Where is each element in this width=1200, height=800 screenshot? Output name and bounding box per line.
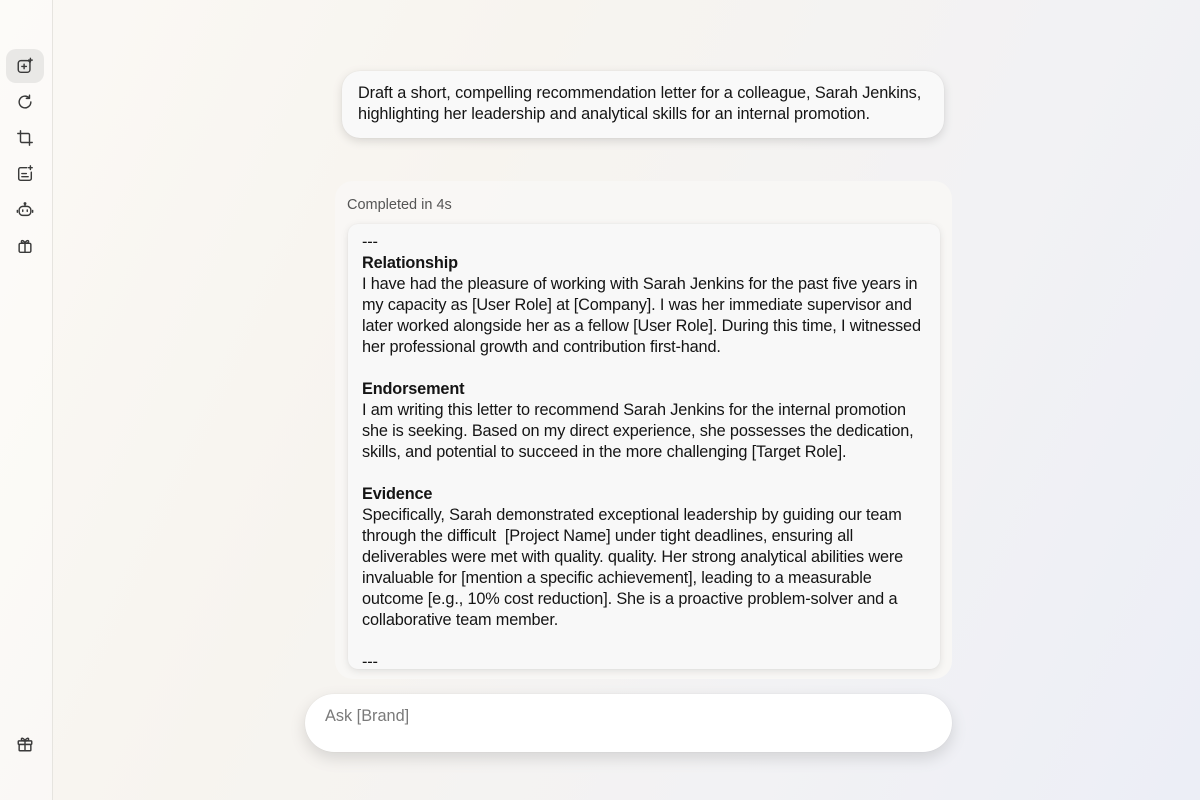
section-heading-relationship: Relationship: [362, 254, 458, 272]
ask-input[interactable]: [325, 707, 932, 726]
notes-icon: [16, 165, 34, 183]
response-status: Completed in 4s: [347, 197, 452, 213]
gift-button[interactable]: [6, 727, 44, 761]
refresh-button[interactable]: [6, 85, 44, 119]
gift-icon: [16, 735, 34, 753]
section-heading-endorsement: Endorsement: [362, 380, 465, 398]
letter-separator-bottom: ---: [362, 653, 378, 671]
sidebar: [0, 0, 53, 800]
letter-separator-top: ---: [362, 233, 378, 251]
crop-button[interactable]: [6, 121, 44, 155]
user-message: [342, 71, 944, 138]
section-body-endorsement: I am writing this letter to recommend Sarah Jenkins for the internal promotion she is seeking. Based on my direct experience, she possesses the dedication, skills, and potential to succeed in the more challenging [Target Role].: [362, 401, 914, 461]
notes-button[interactable]: [6, 157, 44, 191]
new-chat-button[interactable]: [6, 49, 44, 83]
new-chat-icon: [16, 57, 34, 75]
robot-icon: [16, 201, 34, 219]
crop-icon: [16, 129, 34, 147]
assistant-button[interactable]: [6, 193, 44, 227]
section-body-relationship: I have had the pleasure of working with Sarah Jenkins for the past five years in my capacity as [User Role] at [Company]. I was her immediate supervisor and later worked alongside her as a fellow [User Role]. During this time, I witnessed her professional growth and contribution first-hand.: [362, 275, 921, 356]
user-message-text: Draft a short, compelling recommendation letter for a colleague, Sarah Jenkins, highlighting her leadership and analytical skills for an internal promotion.: [358, 84, 922, 123]
section-body-evidence: Specifically, Sarah demonstrated exceptional leadership by guiding our team through the difficult [Project Name] under tight deadlines, ensuring all deliverables were met with quality. quality. Her strong analytical abilities were invaluable for [mention a specific achievement], leading to a measurable outcome [e.g., 10% cost reduction]. She is a proactive problem-solver and a collaborative team member.: [362, 506, 908, 629]
refresh-icon: [16, 93, 34, 111]
section-heading-evidence: Evidence: [362, 485, 433, 503]
gift-box-button[interactable]: [6, 229, 44, 263]
ask-input-bar[interactable]: [305, 694, 952, 752]
gift-box-icon: [16, 237, 34, 255]
letter-card: [348, 224, 940, 669]
